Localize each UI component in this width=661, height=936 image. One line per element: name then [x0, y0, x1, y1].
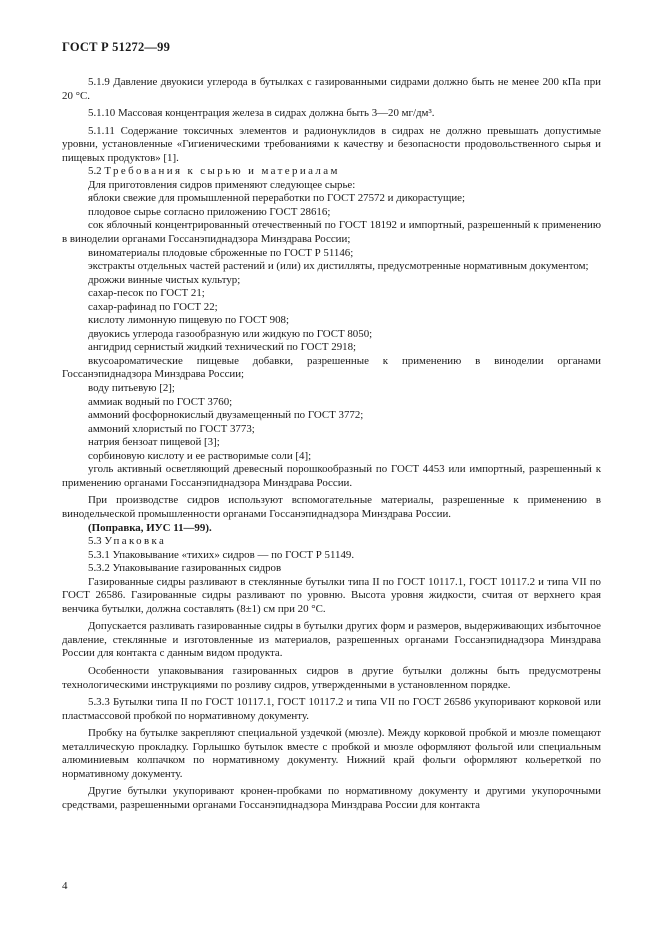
section-5-3-heading	[62, 535, 601, 549]
list-item: воду питьевую [2];	[88, 382, 175, 395]
document-body	[62, 76, 601, 812]
clause-5-1-11: 5.1.11 Содержание токсичных элементов и радионуклидов в сидрах не должно превышать допустимые уровни, установленные «Гигиеническими требованиями к качеству и безопасности продовольственного сырья и пищевых продуктов» [1].	[62, 124, 601, 164]
list-item: виноматериалы плодовые сброженные по ГОСТ Р 51146;	[88, 246, 354, 259]
amendment-note: (Поправка, ИУС 11—99).	[88, 521, 212, 534]
clause-5-3-2-text: Допускается разливать газированные сидры в бутылки других форм и размеров, выдерживающих избыточное давление, стеклянные и изготовленные из материалов, разрешенных органами Госсанэпиднадзора Минздрава России для контакта с данным видом продукта.	[62, 620, 601, 660]
clause-5-1-10: 5.1.10 Массовая концентрация железа в сидрах должна быть 3—20 мг/дм³.	[88, 107, 435, 120]
list-item: сок яблочный концентрированный отечественный по ГОСТ 18192 и импортный, разрешенный к применению в виноделии органами Госсанэпиднадзора Минздрава России;	[62, 219, 601, 246]
page-number: 4	[62, 880, 68, 892]
materials-intro: Для приготовления сидров применяют следующее сырье:	[88, 178, 356, 191]
section-5-2-heading	[62, 165, 601, 179]
list-item: дрожжи винные чистых культур;	[88, 273, 241, 286]
list-item: экстракты отдельных частей растений и (или) их дистилляты, предусмотренные нормативным документом;	[88, 260, 589, 273]
clause-5-3-3-text: Пробку на бутылке закрепляют специальной уздечкой (мюзле). Между корковой пробкой и мюзле помещают металлическую прокладку. Горлышко бутылок вместе с пробкой и мюзле оформляют фольгой или специальным алюминиевым колпачком по нормативному документу. Нижний край фольги оформляют кольереткой по нормативному документу.	[62, 727, 601, 780]
list-item: двуокись углерода газообразную или жидкую по ГОСТ 8050;	[88, 327, 373, 340]
list-item: аммоний хлористый по ГОСТ 3773;	[88, 422, 255, 435]
list-item: сахар-песок по ГОСТ 21;	[88, 287, 205, 300]
section-title: Упаковка	[104, 535, 167, 548]
section-title: Требования к сырью и материалам	[104, 165, 340, 178]
clause-5-3-3: 5.3.3 Бутылки типа II по ГОСТ 10117.1, ГОСТ 10117.2 и типа VII по ГОСТ 26586 укупоривают корковой или пластмассовой пробкой по нормативному документу.	[62, 696, 601, 722]
clause-5-3-2-text: Газированные сидры разливают в стеклянные бутылки типа II по ГОСТ 10117.1, ГОСТ 10117.2 и типа VII по ГОСТ 26586. Газированные сидры разливают по уровню. Высота уровня жидкости, считая от верхнего края венчика бутылки, должна составлять (8±1) см при 20 °С.	[62, 575, 601, 615]
list-item: аммоний фосфорнокислый двузамещенный по ГОСТ 3772;	[88, 409, 364, 422]
clause-5-1-9: 5.1.9 Давление двуокиси углерода в бутылках с газированными сидрами должно быть не менее 200 кПа при 20 °С.	[62, 76, 601, 102]
auxiliary-materials: При производстве сидров используют вспомогательные материалы, разрешенные к применению в винодельческой промышленности органами Госсанэпиднадзора Минздрава России.	[62, 494, 601, 520]
clause-5-3-2-text: Особенности упаковывания газированных сидров в другие бутылки должны быть предусмотрены технологическими инструкциями по розливу сидров, утвержденными в установленном порядке.	[62, 664, 601, 691]
list-item: ангидрид сернистый жидкий технический по ГОСТ 2918;	[88, 341, 357, 354]
document-header: ГОСТ Р 51272—99	[62, 40, 171, 54]
list-item: яблоки свежие для промышленной переработки по ГОСТ 27572 и дикорастущие;	[88, 192, 466, 205]
list-item: сахар-рафинад по ГОСТ 22;	[88, 300, 218, 313]
section-number: 5.3	[88, 535, 102, 548]
clause-5-3-3-text: Другие бутылки укупоривают кронен-пробками по нормативному документу и другими укупорочными средствами, разрешенными органами Госсанэпиднадзора Минздрава России для контакта	[62, 785, 601, 811]
list-item: кислоту лимонную пищевую по ГОСТ 908;	[88, 314, 290, 327]
list-item: сорбиновую кислоту и ее растворимые соли [4];	[88, 449, 312, 462]
list-item: натрия бензоат пищевой [3];	[88, 436, 220, 449]
list-item: плодовое сырье согласно приложению ГОСТ 28616;	[88, 205, 331, 218]
clause-5-3-1: 5.3.1 Упаковывание «тихих» сидров — по ГОСТ Р 51149.	[88, 548, 355, 561]
section-number: 5.2	[88, 165, 102, 178]
clause-5-3-2: 5.3.2 Упаковывание газированных сидров	[88, 562, 282, 575]
list-item: уголь активный осветляющий древесный порошкообразный по ГОСТ 4453 или импортный, разрешенный к применению органами Госсанэпиднадзора Минздрава России.	[62, 463, 601, 489]
list-item: аммиак водный по ГОСТ 3760;	[88, 395, 233, 408]
list-item: вкусоароматические пищевые добавки, разрешенные к применению в виноделии органами Госсанэпиднадзора Минздрава России;	[62, 354, 601, 381]
